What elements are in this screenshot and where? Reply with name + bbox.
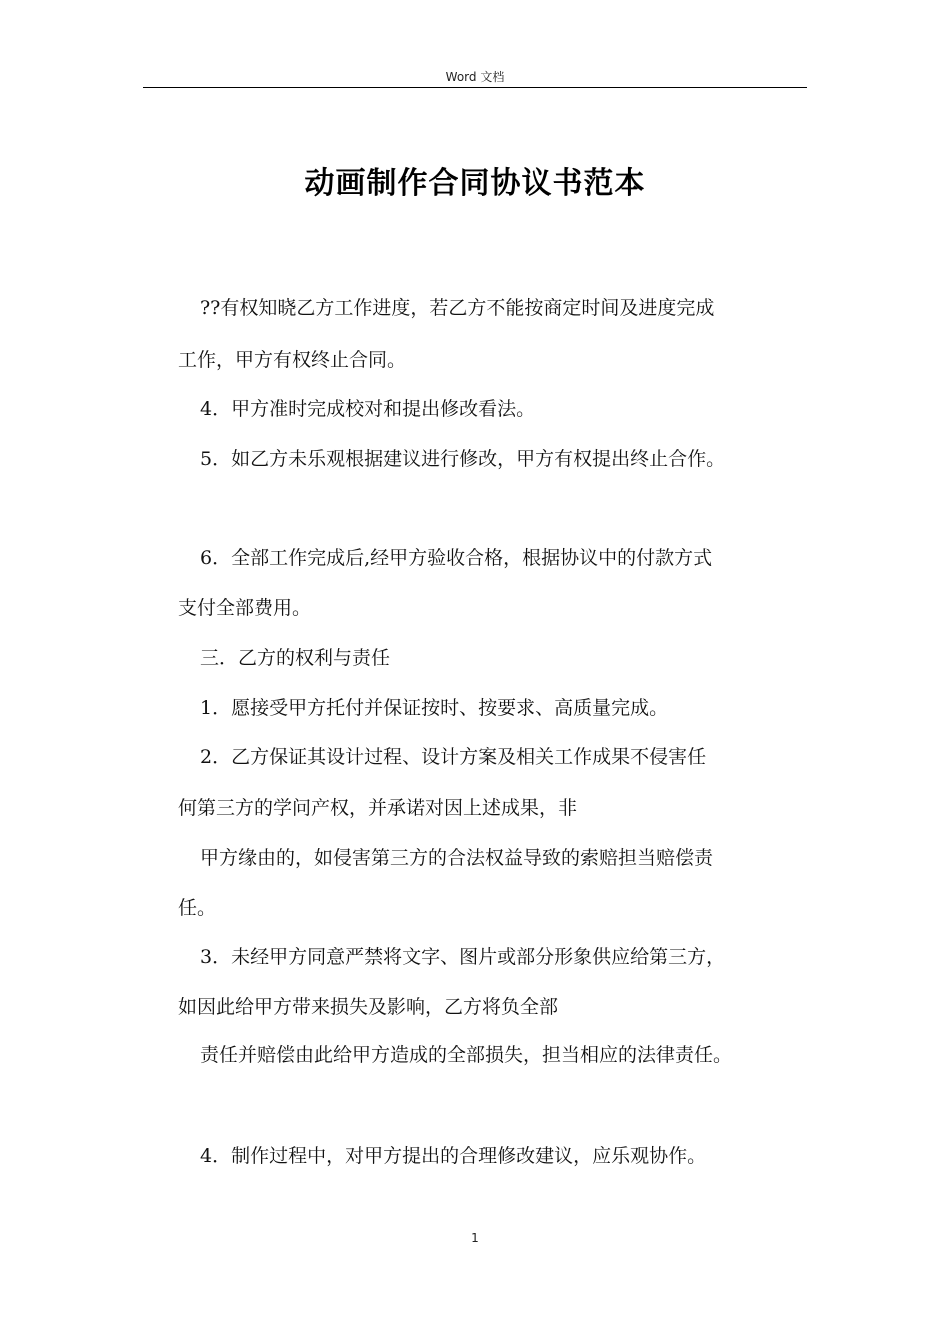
body-line-5: 6．全部工作完成后,经甲方验收合格，根据协议中的付款方式 xyxy=(200,547,713,569)
body-line-2: 工作，甲方有权终止合同。 xyxy=(178,349,407,371)
section-heading: 三．乙方的权利与责任 xyxy=(200,647,391,669)
body-line-16: 4．制作过程中，对甲方提出的合理修改建议，应乐观协作。 xyxy=(200,1145,707,1167)
document-title: 动画制作合同协议书范本 xyxy=(304,166,646,201)
body-line-11: 甲方缘由的，如侵害第三方的合法权益导致的索赔担当赔偿责 xyxy=(200,847,714,869)
header-label: Word 文档 xyxy=(445,70,505,84)
body-line-12: 任。 xyxy=(178,897,217,919)
body-line-14: 如因此给甲方带来损失及影响，乙方将负全部 xyxy=(178,996,559,1018)
body-line-8: 1．愿接受甲方托付并保证按时、按要求、高质量完成。 xyxy=(200,697,669,719)
body-line-6: 支付全部费用。 xyxy=(178,597,312,619)
body-line-10: 何第三方的学问产权，并承诺对因上述成果，非 xyxy=(178,797,578,819)
body-line-13: 3．未经甲方同意严禁将文字、图片或部分形象供应给第三方， xyxy=(200,946,726,968)
body-line-15: 责任并赔偿由此给甲方造成的全部损失，担当相应的法律责任。 xyxy=(200,1044,733,1066)
page-number: 1 xyxy=(471,1231,479,1245)
header-divider xyxy=(143,87,807,88)
body-line-9: 2．乙方保证其设计过程、设计方案及相关工作成果不侵害任 xyxy=(200,746,707,768)
body-line-1: ??有权知晓乙方工作进度，若乙方不能按商定时间及进度完成 xyxy=(200,297,715,319)
body-line-3: 4．甲方准时完成校对和提出修改看法。 xyxy=(200,398,536,420)
body-line-4: 5．如乙方未乐观根据建议进行修改，甲方有权提出终止合作。 xyxy=(200,448,726,470)
